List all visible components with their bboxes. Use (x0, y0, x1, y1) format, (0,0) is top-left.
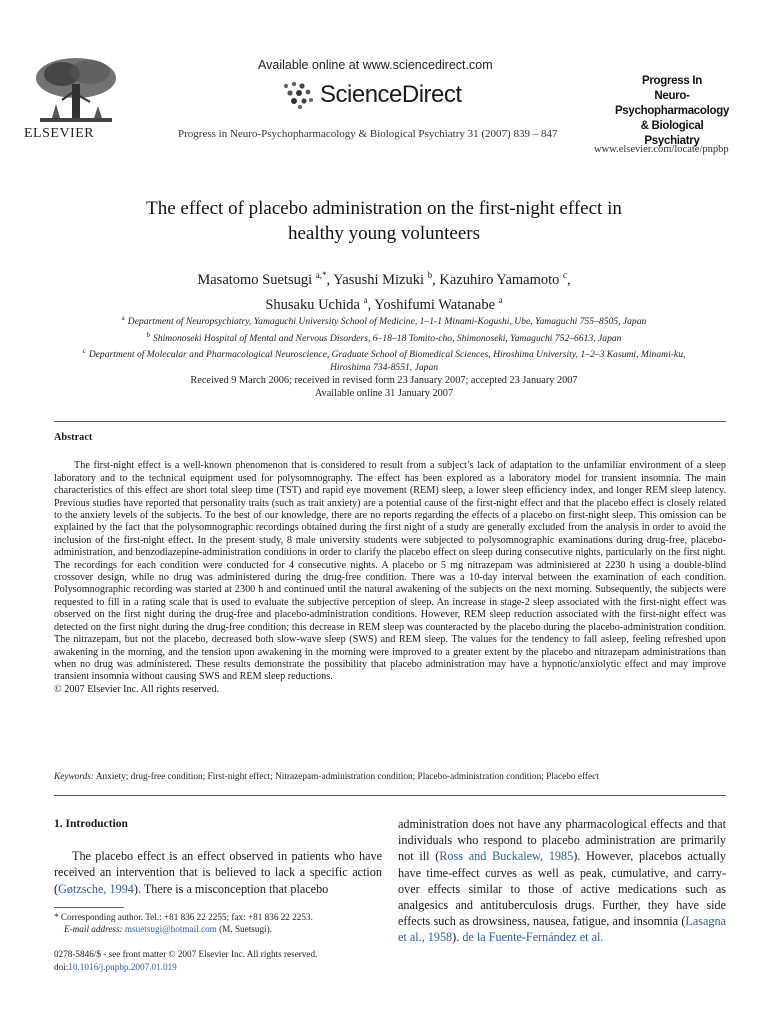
right-column (398, 816, 726, 946)
email-label: E-mail address: (64, 924, 123, 934)
sciencedirect-logo[interactable] (280, 78, 480, 112)
sciencedirect-wordmark: ScienceDirect (320, 81, 462, 108)
publisher-name: ELSEVIER (24, 126, 95, 141)
author-affil-marker[interactable]: c (563, 270, 568, 280)
section-divider (54, 795, 726, 796)
keywords-line (54, 771, 726, 783)
elsevier-logo (22, 56, 130, 144)
abstract-section (54, 432, 726, 696)
available-online-date: Available online 31 January 2007 (314, 388, 454, 399)
footnote-email-line (54, 923, 382, 935)
abstract-heading: Abstract (54, 432, 93, 443)
affiliation-item (40, 312, 728, 329)
corresponding-author-footnote (54, 911, 382, 935)
author-name[interactable]: Yoshifumi Watanabe (374, 296, 496, 313)
citation-link[interactable]: Lasagna et al., 1958 (398, 914, 726, 945)
author-name[interactable]: Kazuhiro Yamamoto (439, 271, 560, 288)
author-name[interactable]: Masatomo Suetsugi (197, 271, 313, 288)
journal-brand-logo (614, 74, 730, 149)
affiliation-item (40, 362, 728, 375)
journal-brand-line: Progress In (642, 75, 702, 87)
citation-link[interactable]: de la Fuente-Fernández et al. (462, 930, 604, 945)
author-separator: , (326, 271, 334, 288)
journal-brand-line: & Biological Psychiatry (640, 120, 704, 147)
doi-prefix: doi: (54, 961, 69, 972)
email-owner: (M. Suetsugi). (216, 924, 272, 934)
article-title (60, 196, 708, 246)
affiliation-text: Hiroshima 734-8551, Japan (329, 362, 439, 374)
available-online-link[interactable]: Available online at www.sciencedirect.com (258, 58, 493, 72)
body-paragraph (54, 848, 382, 897)
affiliation-list (40, 312, 728, 375)
paragraph-text: The placebo effect is an effect observed in patients who have received an intervention that is believed to lack a specific action ( (54, 849, 382, 896)
author-affil-marker[interactable]: b (427, 270, 433, 280)
paragraph-text: ). However, placebos actually have time-effect curves as well as peak, cumulative, and carry-over effects similar to those of active medications such as analgesics and antituberculosis drugs. Further, they have side effects such as drowsiness, nausea, fatigue, and insomnia ( (398, 849, 727, 929)
author-line (60, 290, 708, 315)
author-name[interactable]: Yasushi Mizuki (333, 271, 425, 288)
affiliation-marker: a (121, 314, 125, 322)
footnote-contact: * Corresponding author. Tel.: +81 836 22 2255; fax: +81 836 22 2253. (54, 912, 313, 922)
title-line: healthy young volunteers (287, 223, 481, 244)
body-paragraph (398, 816, 726, 946)
article-history (60, 374, 708, 400)
author-separator: , (432, 271, 440, 288)
author-separator: , (367, 296, 375, 313)
citation-link[interactable]: Gøtzsche, 1994 (58, 881, 134, 896)
journal-citation: Progress in Neuro-Psychopharmacology & Biological Psychiatry 31 (2007) 839 – 847 (178, 128, 558, 140)
affiliation-marker: b (146, 330, 150, 339)
author-list (60, 265, 708, 315)
author-line (60, 265, 708, 290)
affiliation-item (40, 345, 728, 362)
paragraph-text: ). There is a misconception that placebo (133, 881, 329, 896)
keywords-text: Anxiety; drug-free condition; First-night effect; Nitrazepam-administration condition; Placebo-administration condition; Placebo effect (95, 772, 599, 782)
citation-link[interactable]: Ross and Buckalew, 1985 (439, 849, 574, 864)
paragraph-text: ). (452, 930, 463, 945)
author-affil-marker[interactable]: a (498, 294, 503, 305)
journal-header (0, 0, 768, 160)
received-dates: Received 9 March 2006; received in revised form 23 January 2007; accepted 23 January 2007 (190, 375, 578, 386)
section-heading: 1. Introduction (54, 818, 128, 830)
keywords-label: Keywords: (54, 772, 94, 782)
author-separator: , (567, 271, 571, 288)
affiliation-text: Department of Molecular and Pharmacological Neuroscience, Graduate School of Biomedical Sciences, Hiroshima University, 1–2–3 Kasumi, Minami-ku, (88, 349, 686, 361)
copyright-doi-block (54, 948, 382, 973)
elsevier-tree-icon (32, 56, 120, 124)
abstract-body: The first-night effect is a well-known phenomenon that is considered to result from a subject’s lack of adaptation to the unfamiliar environment of a sleep laboratory and to the technical equipment used for polysomnography. The effect has been explored as a laboratory model for transient insomnia. The main characteristics of this effect are short total sleep time (TST) and rapid eye movement (REM) sleep, a lower sleep efficiency index, and longer REM sleep latency. Previous studies have reported that personality traits (such as trait anxiety) are a potential cause of the first-night effect and that the placebo effect is closely related to the anxiety levels of the subjects. To the best of our knowledge, there are no reports regarding the effects of a placebo on first-night sleep. This omission can be explained by the fact that the polysomnographic recordings obtained during the first night of a study are generally excluded from the analysis in order to avoid the inclusion of the first-night effect. In the present study, 8 male university students were subjected to polysomnographic examinations during drug-free, placebo-administration, and benzodiazepine-administration conditions in order to clarify the placebo effect on sleep during consecutive nights, particularly on the first night. The recordings for each condition were conducted for 4 consecutive nights. A placebo or 5 mg nitrazepam was administered at 2230 h using a double-blind crossover design, while no drug was administered during the drug-free condition. There was a 10-day interval between the examination of each condition. Polysomnographic recording was started at 2300 h and continued until the natural awakening of the subjects on the next morning. Subsequently, the subjects were requested to fill in a rating scale that is used to evaluate the subjective perception of sleep. An increase in stage-2 sleep associated with the first-night effect was observed on the first night during the drug-free and placebo-administration conditions. However, REM sleep reduction associated with the first-night effect was detected on the first night during the drug-free condition; this decrease in REM sleep was counteracted by the placebo during the placebo-administration condition. The nitrazepam, but not the placebo, decreased both slow-wave sleep (SWS) and REM sleep. The values for the tendency to fall asleep, feeling refreshed upon awakening in the morning, and the tension upon awakening in the morning were improved to a greater extent by the placebo and nitrazepam administrations than when no drug was administered. These results demonstrate the possibility that placebo administration may have a hypnotic/anxiolytic effect and may improve transient insomnia without causing SWS and REM sleep reductions. (54, 460, 726, 683)
sciencedirect-dots-icon (280, 80, 316, 110)
doi-line (54, 961, 382, 974)
left-column (54, 816, 382, 897)
doi-link[interactable]: 10.1016/j.pnpbp.2007.01.019 (68, 961, 177, 972)
affiliation-marker: c (82, 347, 86, 356)
title-line: The effect of placebo administration on the first-night effect in (146, 198, 622, 219)
section-divider (54, 421, 726, 422)
affiliation-text: Department of Neuropsychiatry, Yamaguchi University School of Medicine, 1–1-1 Minami-Kogushi, Ube, Yamaguchi 755–8505, Japan (127, 316, 647, 328)
issn-line: 0278-5846/$ - see front matter © 2007 Elsevier Inc. All rights reserved. (54, 949, 318, 959)
email-link[interactable]: msuetsugi@hotmail.com (124, 924, 217, 934)
journal-brand-line: Neuro-Psychopharmacology (614, 90, 730, 117)
journal-url-link[interactable]: www.elsevier.com/locate/pnpbp (594, 144, 729, 155)
author-affil-marker[interactable]: a (363, 294, 368, 305)
author-name[interactable]: Shusaku Uchida (265, 296, 360, 313)
affiliation-text: Shimonoseki Hospital of Mental and Nervous Disorders, 6–18–18 Tomito-cho, Shimonoseki, Yamaguchi 752–6613, Japan (153, 332, 622, 344)
abstract-copyright: © 2007 Elsevier Inc. All rights reserved. (54, 683, 220, 695)
paragraph-text: administration does not have any pharmacological effects and that individuals who respond to placebo administration are primarily not ill ( (398, 817, 726, 864)
footnote-divider (54, 907, 124, 908)
author-affil-marker[interactable]: a,* (315, 270, 327, 280)
affiliation-item (40, 329, 728, 346)
